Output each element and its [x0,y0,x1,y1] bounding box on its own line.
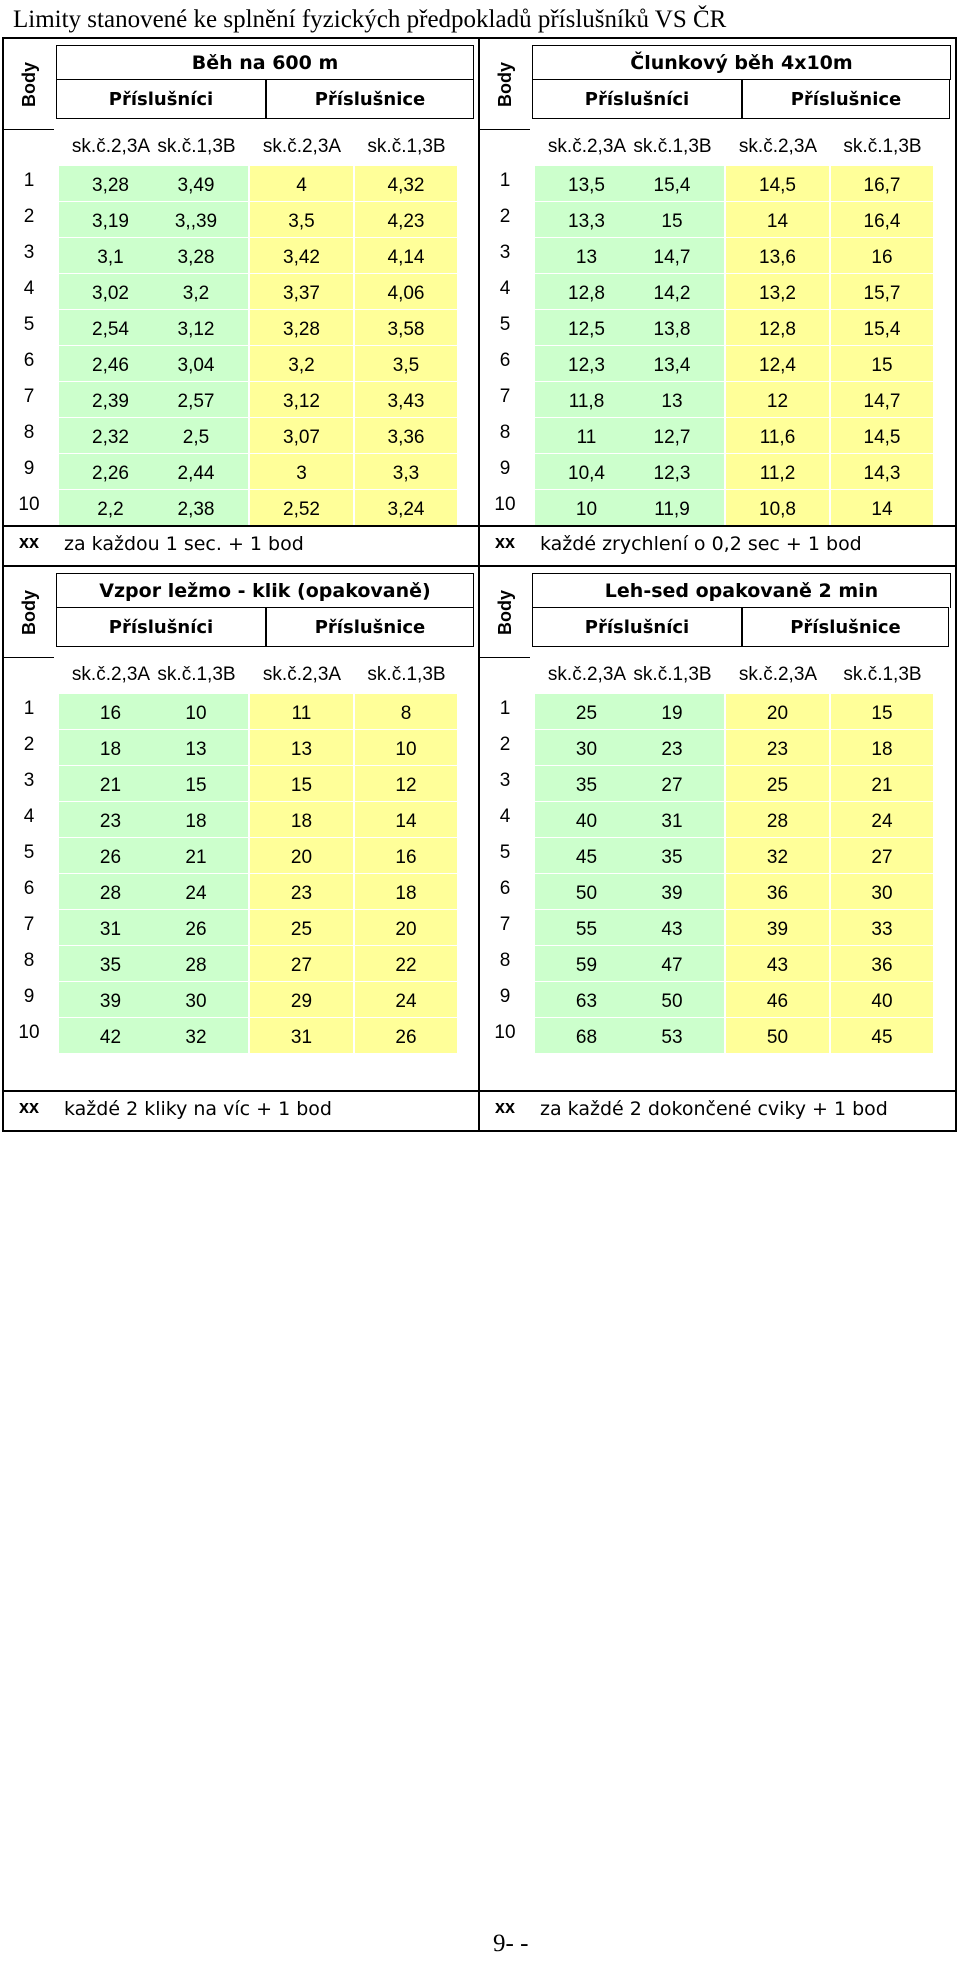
row-points: 8 [499,422,511,443]
table-cell: 4,23 [355,202,458,238]
note-row [480,1090,955,1130]
table-cell: 21 [144,838,249,874]
group-header: sk.č.2,3A [547,664,627,685]
row-points: 1 [23,170,35,191]
group-header: sk.č.2,3A [71,664,151,685]
table-cell: 13,2 [726,274,830,310]
table-cell: 3,5 [355,346,458,382]
group-header: sk.č.1,3B [157,664,236,685]
table-cell: 20 [726,694,830,730]
table-cell: 35 [535,766,639,802]
table-cell: 35 [59,946,163,982]
xx-label: xx [18,1097,40,1117]
body-label: Body [494,61,515,107]
row-points: 7 [499,386,511,407]
test-title: Leh-sed opakovaně 2 min [532,573,951,608]
table-cell: 2,57 [144,382,249,418]
table-cell: 23 [620,730,725,766]
note-row [4,1090,478,1130]
table-cell: 35 [620,838,725,874]
table-cell: 12,4 [726,346,830,382]
row-points: 8 [23,950,35,971]
table-cell: 12,3 [535,346,639,382]
table-cell: 12,5 [535,310,639,346]
female-header: Příslušnice [742,607,949,647]
table-cell: 18 [831,730,934,766]
row-points: 8 [23,422,35,443]
table-cell: 2,44 [144,454,249,490]
table-cell: 2,52 [250,490,354,526]
table-cell: 3,36 [355,418,458,454]
row-points: 9 [499,986,511,1007]
table-cell: 4 [250,166,354,202]
table-cell: 33 [831,910,934,946]
table-cell: 15,7 [831,274,934,310]
table-cell: 14,5 [831,418,934,454]
table-cell: 36 [726,874,830,910]
row-points: 10 [18,494,40,515]
note-text: za každou 1 sec. + 1 bod [64,533,304,555]
xx-label: xx [494,1097,516,1117]
table-cell: 45 [535,838,639,874]
row-points: 10 [494,1022,516,1043]
table-cell: 40 [535,802,639,838]
male-header: Příslušníci [532,607,742,647]
body-header [4,567,54,658]
table-cell: 40 [831,982,934,1018]
row-points: 5 [23,842,35,863]
row-points: 9 [499,458,511,479]
row-points: 1 [499,698,511,719]
page-number: 9- - [493,1930,529,1957]
xx-label: xx [18,532,40,552]
group-header: sk.č.1,3B [157,136,236,157]
body-header [480,567,530,658]
table-cell: 12,3 [620,454,725,490]
group-header: sk.č.2,3A [71,136,151,157]
note-row [480,525,955,565]
note-row [4,525,478,565]
table-cell: 12,7 [620,418,725,454]
table-cell: 39 [620,874,725,910]
table-cell: 13,6 [726,238,830,274]
table-cell: 13,8 [620,310,725,346]
note-text: každé 2 kliky na víc + 1 bod [64,1098,332,1120]
male-header: Příslušníci [56,79,266,119]
table-cell: 30 [144,982,249,1018]
table-cell: 3,2 [250,346,354,382]
body-label: Body [18,589,39,635]
table-cell: 31 [59,910,163,946]
table-cell: 50 [726,1018,830,1054]
limits-grid [2,37,957,1132]
table-cell: 18 [144,802,249,838]
table-cell: 10,8 [726,490,830,526]
male-header: Příslušníci [532,79,742,119]
table-cell: 14,2 [620,274,725,310]
table-cell: 14,3 [831,454,934,490]
table-cell: 14,7 [620,238,725,274]
table-cell: 22 [355,946,458,982]
table-vzpor-lezmo [2,567,480,1132]
table-cell: 16 [355,838,458,874]
row-points: 6 [499,350,511,371]
table-cell: 23 [250,874,354,910]
table-cell: 3,49 [144,166,249,202]
table-cell: 14,7 [831,382,934,418]
table-cell: 13,5 [535,166,639,202]
table-cell: 18 [250,802,354,838]
body-label: Body [18,61,39,107]
test-title: Člunkový běh 4x10m [532,45,951,80]
table-cell: 3,43 [355,382,458,418]
row-points: 9 [23,458,35,479]
table-cell: 10 [535,490,639,526]
table-cell: 55 [535,910,639,946]
group-header: sk.č.2,3A [738,664,818,685]
row-points: 2 [499,206,511,227]
table-cell: 18 [355,874,458,910]
body-label: Body [494,589,515,635]
group-header: sk.č.1,3B [633,136,712,157]
table-cell: 3,1 [59,238,163,274]
table-cell: 2,54 [59,310,163,346]
table-cell: 15 [831,346,934,382]
table-cell: 3,02 [59,274,163,310]
table-cell: 4,06 [355,274,458,310]
table-cell: 3,,39 [144,202,249,238]
row-points: 9 [23,986,35,1007]
table-cell: 25 [250,910,354,946]
table-cell: 10 [355,730,458,766]
table-cell: 46 [726,982,830,1018]
table-cell: 32 [726,838,830,874]
table-cell: 42 [59,1018,163,1054]
table-cell: 8 [355,694,458,730]
table-cell: 11,2 [726,454,830,490]
test-title: Běh na 600 m [56,45,474,80]
table-cell: 13,4 [620,346,725,382]
row-points: 2 [499,734,511,755]
table-cell: 50 [535,874,639,910]
row-points: 4 [499,278,511,299]
row-points: 5 [23,314,35,335]
female-header: Příslušnice [266,79,474,119]
row-points: 10 [18,1022,40,1043]
row-points: 3 [499,242,511,263]
table-cell: 2,38 [144,490,249,526]
table-cell: 14 [355,802,458,838]
table-cell: 12 [355,766,458,802]
female-header: Příslušnice [742,79,950,119]
table-cell: 28 [144,946,249,982]
row-points: 3 [23,770,35,791]
table-cell: 16,4 [831,202,934,238]
table-cell: 12,8 [726,310,830,346]
table-cell: 13 [535,238,639,274]
row-points: 5 [499,314,511,335]
table-cell: 13,3 [535,202,639,238]
table-cell: 24 [355,982,458,1018]
row-points: 7 [499,914,511,935]
table-cell: 15 [144,766,249,802]
table-cell: 26 [144,910,249,946]
test-title: Vzpor ležmo - klik (opakovaně) [56,573,474,608]
table-cell: 14 [831,490,934,526]
table-cell: 29 [250,982,354,1018]
table-cell: 2,32 [59,418,163,454]
table-cell: 15 [620,202,725,238]
table-cell: 3,19 [59,202,163,238]
row-points: 2 [23,734,35,755]
table-cell: 28 [59,874,163,910]
note-text: každé zrychlení o 0,2 sec + 1 bod [540,533,862,555]
table-cell: 43 [620,910,725,946]
table-cell: 30 [831,874,934,910]
table-cell: 12 [726,382,830,418]
table-cell: 11,6 [726,418,830,454]
group-header: sk.č.2,3A [547,136,627,157]
row-points: 6 [499,878,511,899]
body-header [480,39,530,130]
table-cell: 3,42 [250,238,354,274]
table-cell: 10,4 [535,454,639,490]
table-cell: 12,8 [535,274,639,310]
table-cell: 26 [59,838,163,874]
table-cell: 27 [620,766,725,802]
table-cell: 11 [535,418,639,454]
table-cell: 59 [535,946,639,982]
table-cell: 26 [355,1018,458,1054]
row-points: 3 [499,770,511,791]
table-cell: 23 [726,730,830,766]
table-cell: 21 [59,766,163,802]
table-cell: 3,28 [59,166,163,202]
table-cell: 28 [726,802,830,838]
table-cell: 21 [831,766,934,802]
table-cell: 13 [620,382,725,418]
table-cell: 45 [831,1018,934,1054]
table-cell: 3,2 [144,274,249,310]
table-cell: 25 [535,694,639,730]
row-points: 4 [23,806,35,827]
table-cell: 18 [59,730,163,766]
group-header: sk.č.2,3A [262,136,342,157]
table-cell: 43 [726,946,830,982]
row-points: 2 [23,206,35,227]
table-cell: 16,7 [831,166,934,202]
table-cell: 32 [144,1018,249,1054]
table-cell: 2,26 [59,454,163,490]
row-points: 3 [23,242,35,263]
table-cell: 20 [250,838,354,874]
table-cell: 11,9 [620,490,725,526]
row-points: 10 [494,494,516,515]
page-title: Limity stanovené ke splnění fyzických předpokladů příslušníků VS ČR [13,6,727,33]
xx-label: xx [494,532,516,552]
row-points: 6 [23,350,35,371]
table-cell: 2,39 [59,382,163,418]
table-cell: 50 [620,982,725,1018]
row-points: 7 [23,386,35,407]
table-cell: 24 [831,802,934,838]
table-cell: 3,12 [144,310,249,346]
group-header: sk.č.1,3B [633,664,712,685]
table-cell: 63 [535,982,639,1018]
table-cell: 2,46 [59,346,163,382]
table-cell: 3 [250,454,354,490]
row-points: 1 [23,698,35,719]
table-cell: 2,2 [59,490,163,526]
table-cell: 3,24 [355,490,458,526]
table-leh-sed [480,567,957,1132]
table-cell: 14,5 [726,166,830,202]
table-cell: 31 [250,1018,354,1054]
group-header: sk.č.1,3B [367,664,446,685]
row-points: 6 [23,878,35,899]
table-cell: 11 [250,694,354,730]
table-cell: 23 [59,802,163,838]
note-text: za každé 2 dokončené cviky + 1 bod [540,1098,888,1120]
table-cell: 27 [250,946,354,982]
table-cell: 3,28 [250,310,354,346]
table-cell: 2,5 [144,418,249,454]
group-header: sk.č.1,3B [367,136,446,157]
table-cell: 13 [144,730,249,766]
table-cell: 3,04 [144,346,249,382]
group-header: sk.č.2,3A [738,136,818,157]
table-cell: 3,28 [144,238,249,274]
table-cell: 3,3 [355,454,458,490]
group-header: sk.č.1,3B [843,664,922,685]
row-points: 4 [23,278,35,299]
row-points: 8 [499,950,511,971]
table-cell: 10 [144,694,249,730]
female-header: Příslušnice [266,607,474,647]
table-cell: 39 [59,982,163,1018]
table-cell: 47 [620,946,725,982]
group-header: sk.č.1,3B [843,136,922,157]
group-header: sk.č.2,3A [262,664,342,685]
table-cell: 68 [535,1018,639,1054]
table-cell: 14 [726,202,830,238]
row-points: 7 [23,914,35,935]
row-points: 1 [499,170,511,191]
table-cell: 3,37 [250,274,354,310]
table-cell: 16 [59,694,163,730]
table-cell: 4,32 [355,166,458,202]
row-points: 5 [499,842,511,863]
table-cell: 15 [250,766,354,802]
body-header [4,39,54,130]
table-cell: 15,4 [620,166,725,202]
table-cell: 39 [726,910,830,946]
table-cell: 20 [355,910,458,946]
row-points: 4 [499,806,511,827]
male-header: Příslušníci [56,607,266,647]
table-cell: 3,58 [355,310,458,346]
table-cell: 31 [620,802,725,838]
table-cell: 3,07 [250,418,354,454]
table-cell: 4,14 [355,238,458,274]
table-cell: 13 [250,730,354,766]
table-cell: 16 [831,238,934,274]
table-cell: 30 [535,730,639,766]
table-cell: 25 [726,766,830,802]
table-cell: 24 [144,874,249,910]
table-cell: 19 [620,694,725,730]
table-beh-600m [2,37,480,567]
table-cell: 36 [831,946,934,982]
table-cell: 53 [620,1018,725,1054]
table-clunkovy-beh [480,37,957,567]
table-cell: 15,4 [831,310,934,346]
table-cell: 15 [831,694,934,730]
table-cell: 27 [831,838,934,874]
table-cell: 3,12 [250,382,354,418]
table-cell: 3,5 [250,202,354,238]
table-cell: 11,8 [535,382,639,418]
